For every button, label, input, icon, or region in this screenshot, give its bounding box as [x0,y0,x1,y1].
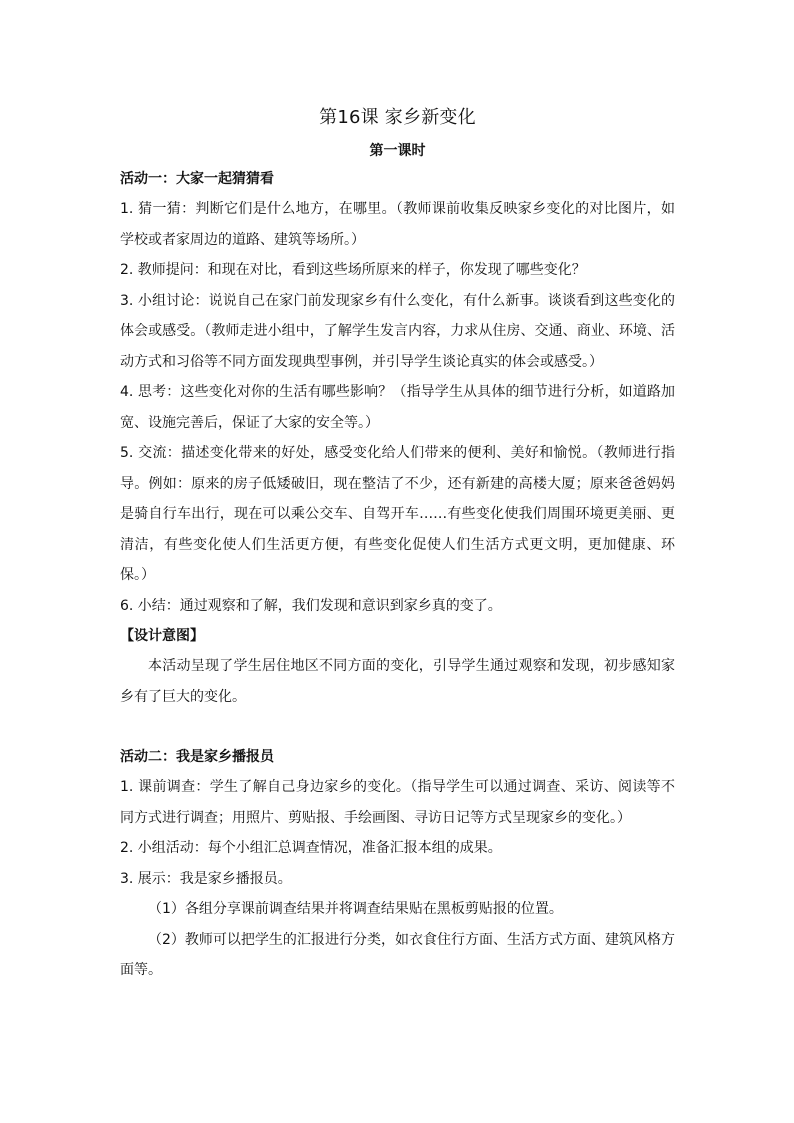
activity-2-item-3: 3. 展示：我是家乡播报员。 [120,870,292,887]
activity-1-heading: 活动一：大家一起猜猜看 [120,171,274,187]
activity-1-item-5: 5. 交流：描述变化带来的好处，感受变化给人们带来的便利、美好和愉悦。（教师进行指导。例如：原来的房子低矮破旧，现在整洁了不少，还有新建的高楼大厦；原来爸爸妈妈是骑自行车出行，现在可以乘公交车、自驾开车……有些变化使我们周围环境更美丽、更清洁，有些变化使人们生活更方便，有些变化促使人们生活方式更文明，更加健康、环保。） [120,445,675,583]
activity-1-item-6: 6. 小结：通过观察和了解，我们发现和意识到家乡真的变了。 [120,597,502,614]
activity-1-item-1: 1. 猜一猜：判断它们是什么地方，在哪里。（教师课前收集反映家乡变化的对比图片，如学校或者家周边的道路、建筑等场所。） [120,201,675,248]
section-spacer [120,712,675,742]
activity-1-item-4: 4. 思考：这些变化对你的生活有哪些影响？（指导学生从具体的细节进行分析，如道路加宽、设施完善后，保证了大家的安全等。） [120,384,675,431]
design-intent-text: 本活动呈现了学生居住地区不同方面的变化，引导学生通过观察和发现，初步感知家乡有了巨大的变化。 [120,658,675,705]
activity-2-heading: 活动二：我是家乡播报员 [120,749,274,765]
activity-2-item-2: 2. 小组活动：每个小组汇总调查情况，准备汇报本组的成果。 [120,840,502,856]
activity-2-sub-item-2: （2）教师可以把学生的汇报进行分类，如衣食住行方面、生活方式方面、建筑风格方面等。 [120,931,675,978]
lesson-subtitle: 第一课时 [369,143,426,159]
activity-2-item-1: 1. 课前调查：学生了解自己身边家乡的变化。（指导学生可以通过调查、采访、阅读等不同方式进行调查；用照片、剪贴报、手绘画图、寻访日记等方式呈现家乡的变化。） [120,779,675,826]
activity-1-item-3: 3. 小组讨论：说说自己在家门前发现家乡有什么变化，有什么新事。谈谈看到这些变化的体会或感受。（教师走进小组中，了解学生发言内容，力求从住房、交通、商业、环境、活动方式和习俗等不同方面发现典型事例，并引导学生谈论真实的体会或感受。） [120,292,675,370]
activity-2-sub-item-1: （1）各组分享课前调查结果并将调查结果贴在黑板剪贴报的位置。 [148,901,563,917]
document-content [120,104,675,986]
activity-1-item-2: 2. 教师提问：和现在对比，看到这些场所原来的样子，你发现了哪些变化？ [120,262,586,278]
lesson-title: 第16课 家乡新变化 [319,107,476,128]
design-intent-heading: 【设计意图】 [120,628,204,644]
